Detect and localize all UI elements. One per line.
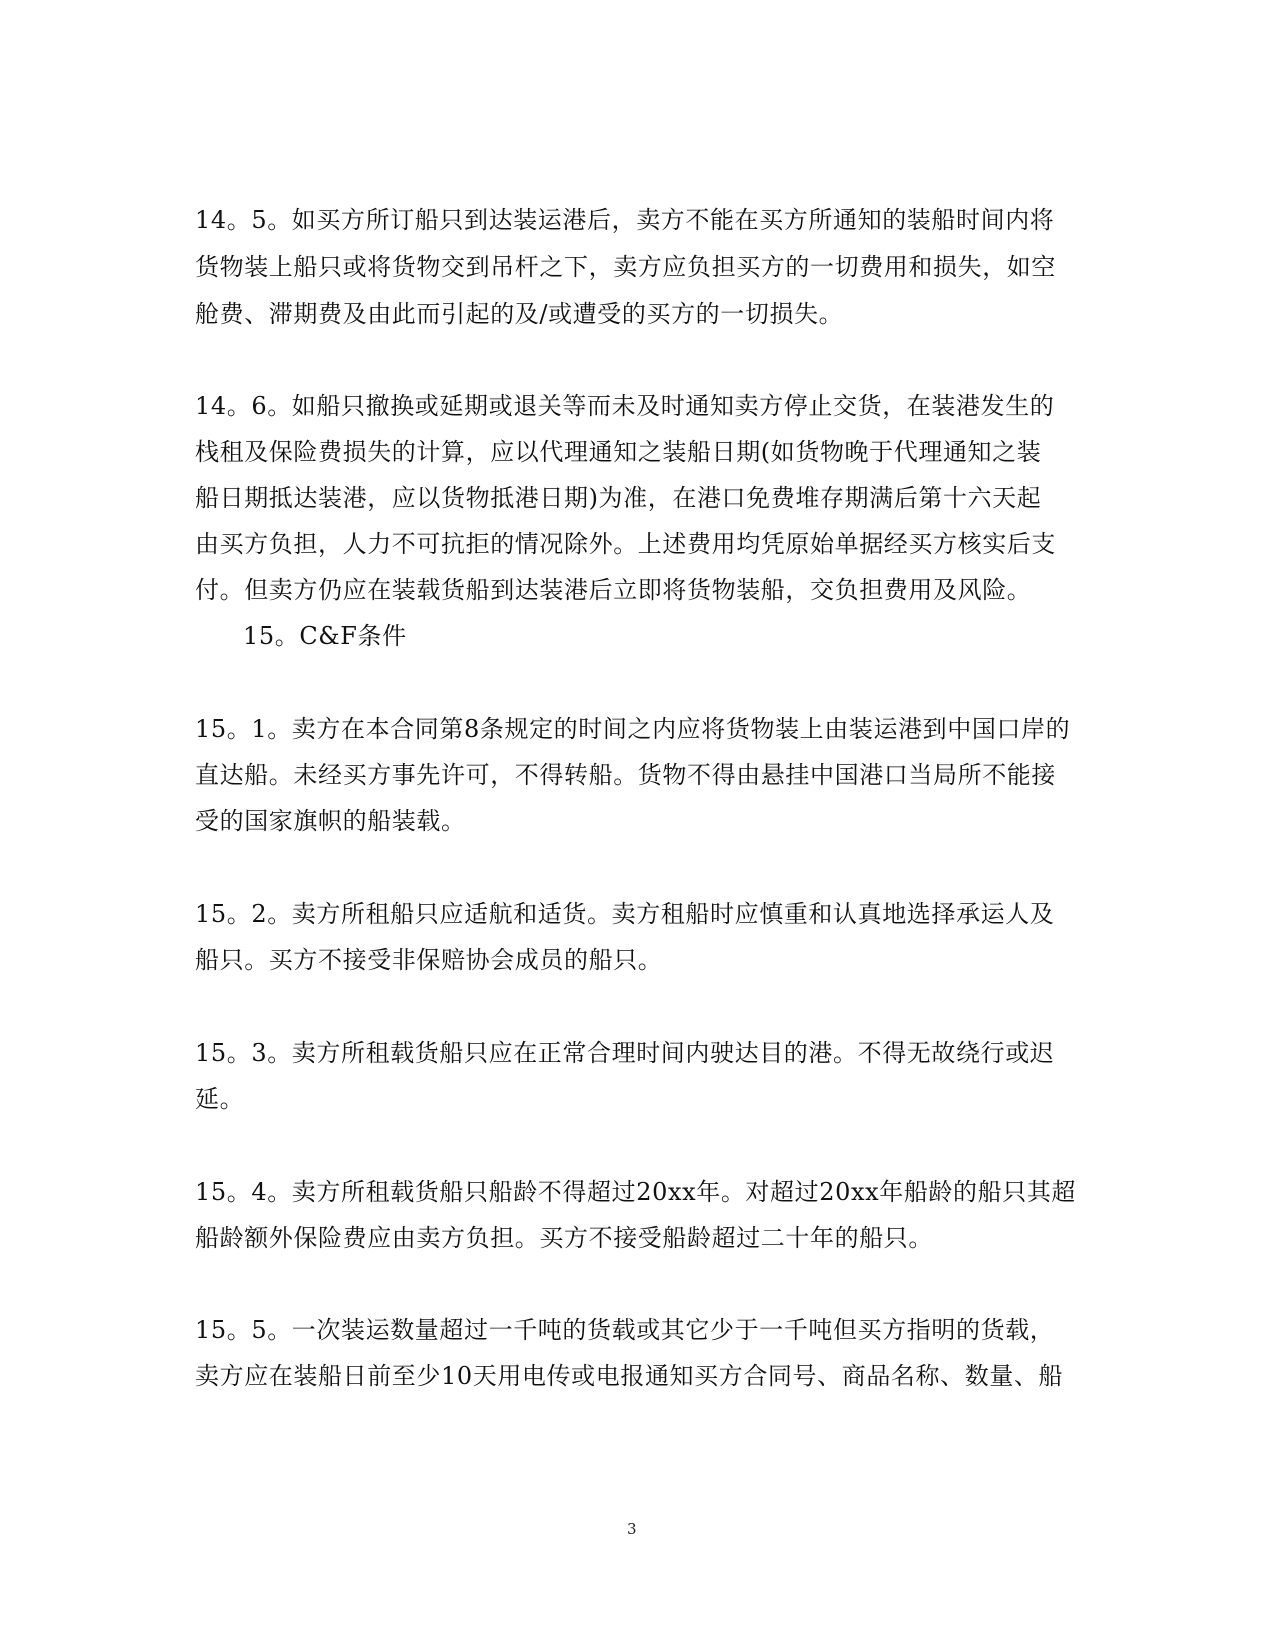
clause-15-1-line-1: 15。1。卖方在本合同第8条规定的时间之内应将货物装上由装运港到中国口岸的 [195,715,1071,743]
clause-14-6-line-1: 14。6。如船只撤换或延期或退关等而未及时通知卖方停止交货，在装港发生的 [195,392,1055,420]
clause-15-2-line-1: 15。2。卖方所租船只应适航和适货。卖方租船时应慎重和认真地选择承运人及 [195,900,1055,928]
clause-14-5-line-2: 货物装上船只或将货物交到吊杆之下，卖方应负担买方的一切费用和损失，如空 [195,253,1056,281]
clause-14-5-line-1: 14。5。如买方所订船只到达装运港后，卖方不能在买方所通知的装船时间内将 [195,206,1055,234]
page-number: 3 [627,1520,637,1538]
clause-15-1-line-3: 受的国家旗帜的船装载。 [195,807,466,835]
clause-15-4-line-2: 船龄额外保险费应由卖方负担。买方不接受船龄超过二十年的船只。 [195,1224,933,1252]
clause-15-4-line-1: 15。4。卖方所租载货船只船龄不得超过20xx年。对超过20xx年船龄的船只其超 [195,1178,1077,1206]
clause-15-3-line-1: 15。3。卖方所租载货船只应在正常合理时间内驶达目的港。不得无故绕行或迟 [195,1039,1055,1067]
clause-14-6-line-2: 栈租及保险费损失的计算，应以代理通知之装船日期(如货物晚于代理通知之装 [195,438,1042,466]
clause-14-6-line-4: 由买方负担，人力不可抗拒的情况除外。上述费用均凭原始单据经买方核实后支 [195,530,1056,558]
clause-15-5-line-2: 卖方应在装船日前至少10天用电传或电报通知买方合同号、商品名称、数量、船 [195,1362,1064,1390]
clause-15-3-line-2: 延。 [195,1085,245,1113]
section-15-heading: 15。C&F条件 [243,622,407,650]
clause-14-6-line-5: 付。但卖方仍应在装载货船到达装港后立即将货物装船，交负担费用及风险。 [195,576,1032,604]
clause-15-1-line-2: 直达船。未经买方事先许可，不得转船。货物不得由悬挂中国港口当局所不能接 [195,761,1056,789]
clause-15-2-line-2: 船只。买方不接受非保赔协会成员的船只。 [195,946,663,974]
clause-15-5-line-1: 15。5。一次装运数量超过一千吨的货载或其它少于一千吨但买方指明的货载， [195,1316,1055,1344]
clause-14-5-line-3: 舱费、滞期费及由此而引起的及/或遭受的买方的一切损失。 [195,300,844,328]
clause-14-6-line-3: 船日期抵达装港，应以货物抵港日期)为准，在港口免费堆存期满后第十六天起 [195,484,1042,512]
